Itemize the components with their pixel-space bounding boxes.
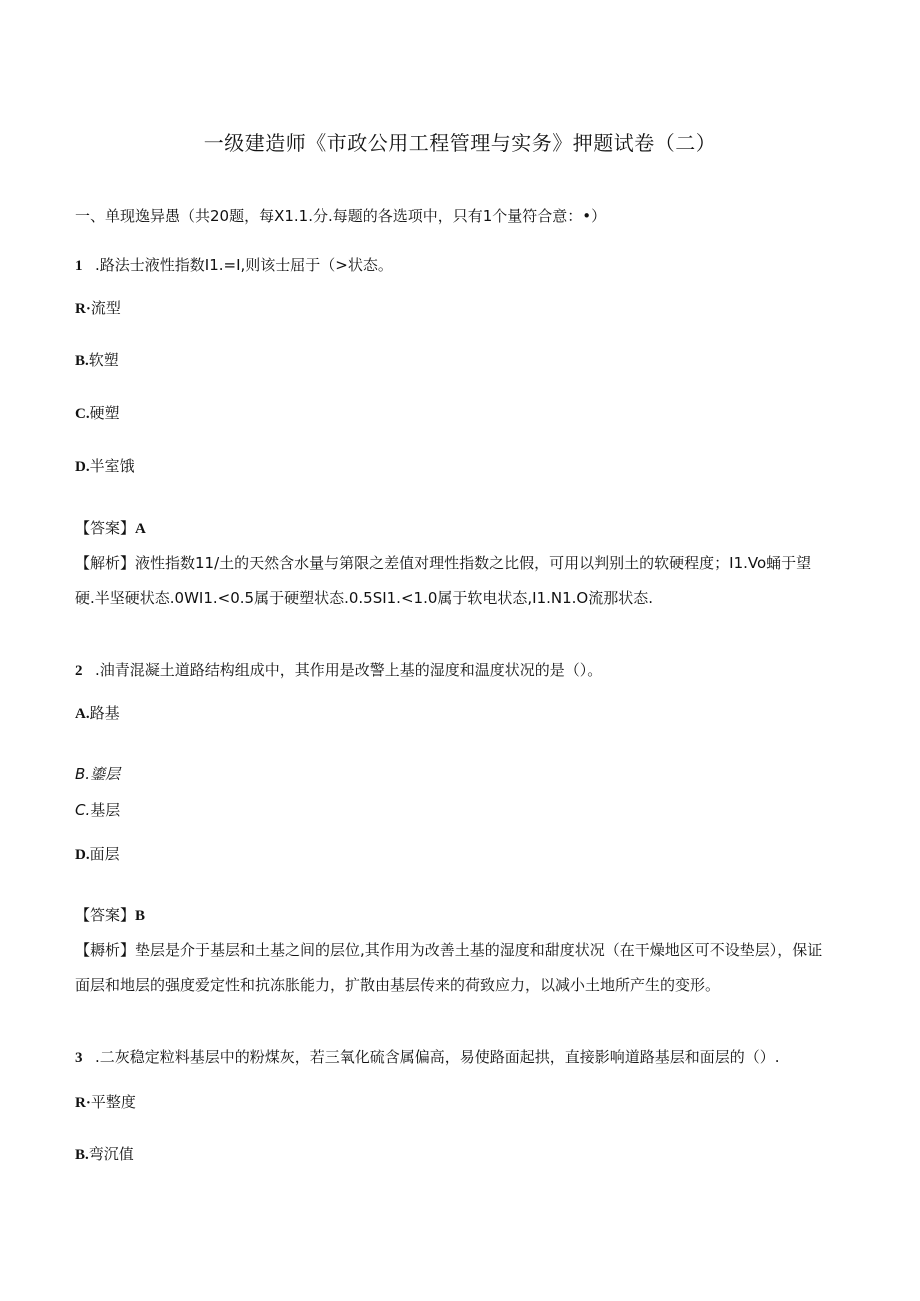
- option-key: A.: [75, 706, 90, 722]
- analysis-label: 【解析】: [75, 554, 136, 572]
- option-text: 基层: [90, 801, 121, 819]
- option-key: C.: [75, 801, 91, 819]
- q1-option-c: [75, 403, 120, 424]
- q2-option-a: [75, 703, 120, 724]
- option-key: B.: [75, 353, 89, 369]
- q2-analysis: [75, 940, 822, 960]
- q2-answer: [75, 905, 145, 926]
- question-number: 3: [75, 1050, 83, 1066]
- question-2: [75, 660, 602, 681]
- option-key: D.: [75, 847, 90, 863]
- q1-analysis-cont: 硬.半坚硬状态.0WI1.<0.5属于硬塑状态.0.5SI1.<1.0属于软电状态,I1.N1.O流那状态.: [75, 589, 653, 607]
- option-key: R·: [75, 301, 91, 317]
- q2-option-d: [75, 844, 120, 865]
- q3-option-b: [75, 1144, 134, 1165]
- q3-option-a: [75, 1092, 136, 1113]
- q1-analysis: [75, 553, 811, 573]
- answer-label: 【答案】: [75, 906, 136, 924]
- analysis-label: 【耨析】: [75, 941, 136, 959]
- q1-option-a: [75, 298, 121, 319]
- question-1: [75, 255, 393, 276]
- document-title: 一级建造师《市政公用工程管理与实务》押题试卷（二）: [203, 131, 717, 155]
- option-text: 面层: [89, 845, 120, 863]
- option-text: 硬塑: [89, 404, 120, 422]
- q1-option-d: [75, 456, 135, 477]
- q2-option-b: [75, 764, 120, 784]
- option-text: 路基: [89, 704, 120, 722]
- question-text: .路法士液性指数I1.=I,则该士屈于（>状态。: [95, 256, 393, 274]
- q1-option-b: [75, 350, 119, 371]
- option-key: R·: [75, 1095, 91, 1111]
- option-key: B.: [75, 1147, 89, 1163]
- q2-analysis-cont: 面层和地层的强度爱定性和抗冻胀能力，扩散由基层传来的荷致应力，以减小土地所产生的变形。: [75, 976, 721, 994]
- option-text: 流型: [90, 299, 121, 317]
- option-key: C.: [75, 406, 90, 422]
- question-text: .油青混凝土道路结构组成中，其作用是改警上基的湿度和温度状况的是（）。: [95, 661, 603, 679]
- answer-value: B: [135, 908, 146, 924]
- analysis-text: 垫层是介于基层和土基之间的层位,其作用为改善土基的湿度和甜度状况（在干燥地区可不设垫层），保证: [135, 941, 823, 959]
- option-text: 半室饿: [89, 457, 135, 475]
- analysis-text: 液性指数11/土的天然含水量与第限之差值对理性指数之比假，可用以判别土的软硬程度；I1.Vo蛹于望: [135, 554, 812, 572]
- answer-label: 【答案】: [75, 519, 136, 537]
- option-text: 平整度: [90, 1093, 136, 1111]
- option-key: B.: [75, 765, 91, 783]
- question-text: .二灰稳定粒料基层中的粉煤灰，若三氧化硫含属偏高，易使路面起拱，直接影响道路基层和面层的（）.: [95, 1048, 780, 1066]
- question-number: 1: [75, 258, 83, 274]
- option-text: 软塑: [88, 351, 119, 369]
- option-key: D.: [75, 459, 90, 475]
- question-3: [75, 1047, 780, 1068]
- question-number: 2: [75, 663, 83, 679]
- section-heading: 一、单现逸异愚（共20题，每X1.1.分.每题的各选项中，只有1个量符合意：•）: [75, 207, 607, 225]
- option-text: 鎏层: [90, 765, 121, 783]
- option-text: 弯沉值: [88, 1145, 134, 1163]
- answer-value: A: [135, 521, 146, 537]
- q1-answer: [75, 518, 146, 539]
- q2-option-c: [75, 800, 120, 820]
